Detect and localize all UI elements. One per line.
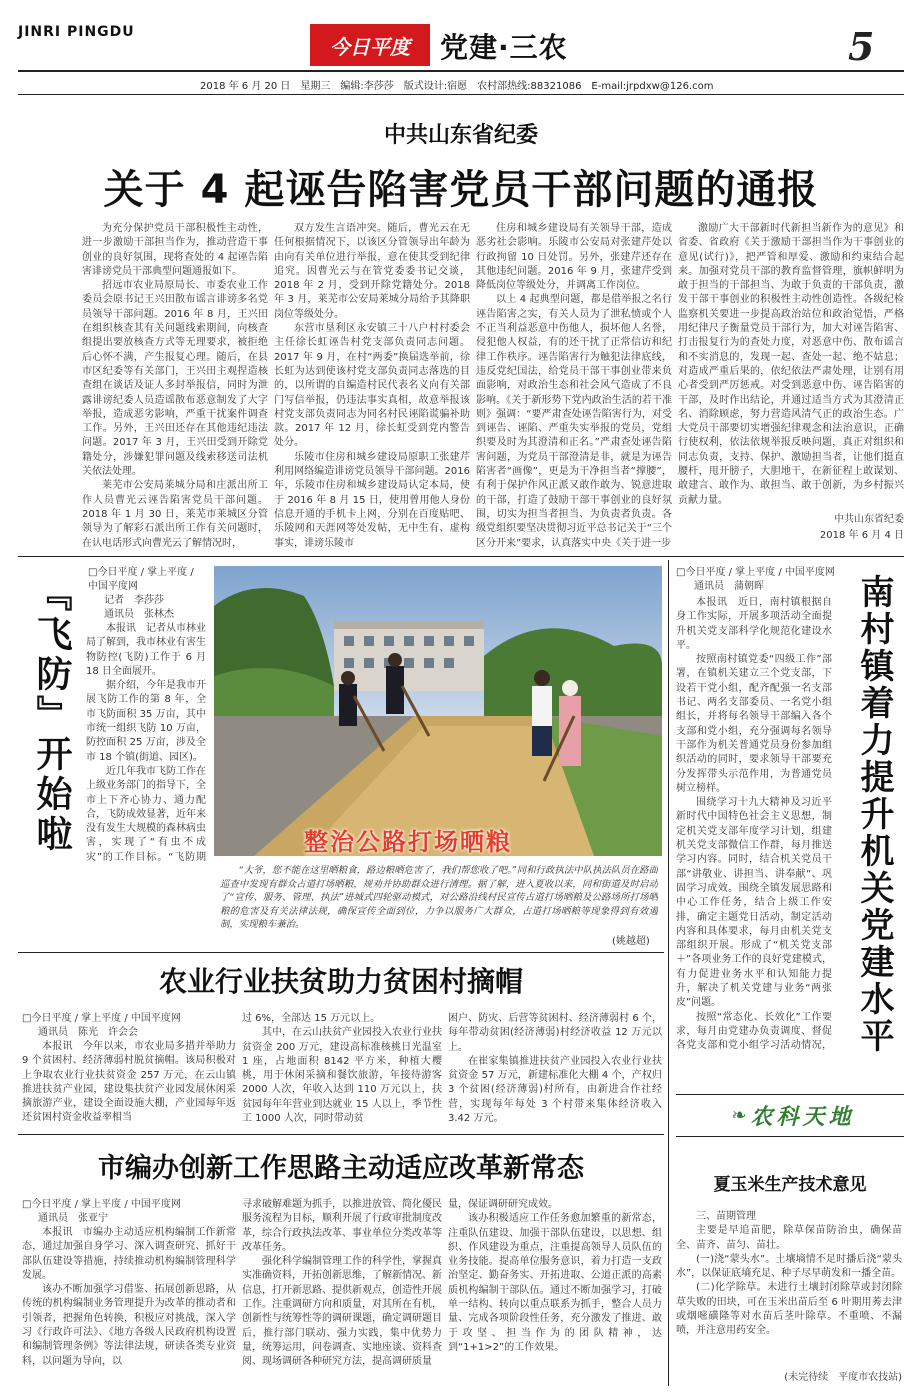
- kexue-body: 三、苗期管理 主要是早追苗肥，除草保苗防治虫，确保苗全、苗齐、苗匀、苗壮。 (一)浇“蒙头水”。土壤墒情不足时播后浇“蒙头水”，以保证底墒充足、种子尽早萌发和一播全苗。 (二)化学除草。未进行土壤封闭除草或封闭除草失败的田块，可在玉米出苗后至 6 叶期用莠去津或烟嘧磺隆等对水苗后茎叶除草。不重喷、不漏喷，并注意用药安全。: [676, 1211, 902, 1337]
- masthead-rule-2: [18, 94, 904, 95]
- lead-column-1: 为充分保护党员干部积极性主动性，进一步激励干部担当作为，推动营造干事创业的良好氛围，现将查处的 4 起诬告陷害诽谤党员干部典型问题通报如下。 招远市农业局原局长、市委农业工作委员会原书记王兴田散布谣言诽谤多名党员领导干部问题。2016 年 8 月，王兴田在组织核查其有关问题线索期间，向核查组提出要放核查方式等无理要求，被拒绝后心怀不满，产生报复心理。随后，在县市区纪委等有关部门，王兴田主观捏造核查组在谈话及证人多封举报信，同时为泄露诽谤纪委人员造谣散布恶意制发了大字举报，造成恶劣影响，严重干扰案件调查工作。另外，王兴田还存在其他违纪违法问题。2017 年 3 月，王兴田受到开除党籍处分，涉嫌犯罪问题及线索移送司法机关依法处理。 莱芜市公安局莱城分局和庄派出所工作人员曹光云诬告陷害党员干部问题。2018 年 1 月 30 日，莱芜市莱城区分管领导为了解彩石派出所工作有关问题时，在认电话形式向曹光云了解情况时，: [82, 223, 268, 548]
- lead-column-2: 双方发生言语冲突。随后，曹光云在无任何根据情况下，以该区分管领导出年龄为由向有关单位进行举报，意在使其受到纪律追究。因曹光云与在管党委委书记交谈，2018 年 2 月，受到开除党籍处分。2018 年 3 月，莱芜市公安局莱城分局给予其降职岗位等级处分。 东营市垦利区永安镇三十八户村村委会主任徐长虹诬告村党支部负责同志问题。2017 年 9 月，在村“两委”换届选举前，徐长虹为达到使该村党支部负责同志落选的目的，以所谓的自编造村民代表名义向有关部门写信举报，仍违法事实真相，故意举报该村党支部负责同志为同名村民诬陷谎骗补助款。2017 年 12 月，徐长虹受到党内警告处分。 乐陵市住房和城乡建设局原职工张建芹利用网络编造诽谤党员领导干部问题。2016 年，乐陵市住房和城乡建设局认定本局，使于 2016 年 8 月 15 日，使用曾用他人身份信息开通的手机卡上网，分别在百度贴吧、乐陵网和天涯网等处发帖，无中生有、虚构事实，诽谤乐陵市: [274, 223, 470, 548]
- masthead-logo: [310, 24, 430, 66]
- column-divider-right: [668, 560, 669, 1095]
- news-photo: [214, 566, 662, 856]
- poverty-reporter: 通讯员 陈光 许会会: [38, 1027, 138, 1038]
- feifang-body: 本报讯 记者从市林业局了解到，我市林业有害生物防控(飞防)工作于 6 月 18 日全面展开。 据介绍，今年是我市开展飞防工作的第 8 年，全市飞防面积 35 万亩，其中市统一组织飞防 10 万亩，防控面积 25 万亩，涉及全市 18 个镇(街道、园区)。 近几年我市飞防工作在上级业务部门的指导下，全市上下齐心协力、通力配合，飞防成效显著，近年来没有发生大规模的森林病虫害，实现了“有虫不成灾”的工作目标。“飞防期: [86, 623, 206, 862]
- section-divider-4: [676, 1094, 904, 1095]
- masthead-info: 2018 年 6 月 20 日 星期三 编辑:李莎莎 版式设计:宿愿 农村部热线:88321086 E-mail:jrpdxw@126.com: [200, 81, 714, 92]
- photo-caption: “大爷，您不能在这里晒粮食，路边粮晒危害了，我们帮您收了吧。”同和行政执法中队执法队员在路面巡查中发现有群众占道打场晒粮，规劝并协助群众进行清理。据了解，进入夏收以来，同和街道及时启动了“宣传、服务、管理、执法”进城式四轮驱动模式，对公路沿线村民宣传占道打场晒粮及公路场所打场晒粮的危害及有关法律法规，确保宣传全面到位，力争以服务广大群众，占道打场晒粮等现象得到有效遏制，实现粮车兼治。: [220, 865, 658, 930]
- lead-column-4: 激励广大干部新时代新担当新作为的意见》和省委、省政府《关于激励干部担当作为干事创业的意见(试行)》，把严管和厚爱、激励和约束结合起来。加强对党员干部的教育监督管理，旗帜鲜明为敢于担当的干部担当、为敢于负责的干部负责，激发干部干事创业的积极性主动性创造性。各级纪检监察机关要进一步提高政治站位和政治觉悟，严格用纪律尺子衡量党员干部行为，加大对诬告陷害、打击报复行为的查处力度，对恶意中伤、散布谣言和不实消息的，发现一起、查处一起、绝不姑息；对造成严重后果的，依纪依法严肃处理，让别有用心者受到严厉惩戒。对受到恶意中伤、诬告陷害的干部，及时作出结论，并通过适当方式为其澄清正名、消除顾虑，努力营造风清气正的政治生态。广大党员干部要切实增强纪律观念和法治意识，正确行使权利，依法依规举报反映问题，真正对组织和同志负责，支持、保护、激励担当者，让他们挺直腰杆，甩开膀子，大胆地干，在新征程上敢谋划、敢建言、敢作为、敢担当、敢于创新，为乡村振兴贡献力量。: [678, 223, 904, 506]
- lead-signature: 中共山东省纪委: [834, 514, 904, 525]
- feifang-reporter-1: 记者 李莎莎: [104, 595, 164, 606]
- lead-kicker: 中共山东省纪委: [383, 122, 538, 148]
- poverty-source: □今日平度 / 掌上平度 / 中国平度网: [22, 1013, 181, 1024]
- lead-date: 2018 年 6 月 4 日: [819, 530, 904, 541]
- feifang-source: □今日平度 / 掌上平度 / 中国平度网: [88, 567, 194, 592]
- kexue-credit: (未完待续 平度市农技站): [784, 1372, 902, 1383]
- nancun-source: □今日平度 / 掌上平度 / 中国平度网: [676, 567, 835, 578]
- masthead-rule: [18, 70, 904, 72]
- nancun-reporter: 通讯员 蒲朝晖: [694, 581, 764, 592]
- poverty-column-2: 过 6%，全部达 15 万元以上。 其中，在云山扶贫产业园投入农业行业扶贫资金 200 万元，建设高标准核桃日光温室 1 座，占地面积 8142 平方米，种植大樱桃，用于休闲采摘和餐饮旅游，年接待游客 2000 人次，年收入达到 110 万元以上，扶贫园每年年营业到达就业 15 人以上，季节性工 1000 人次，同时带动贫: [242, 1013, 442, 1125]
- photo-credit: (姚越超): [612, 936, 650, 947]
- bianban-headline: 市编办创新工作思路主动适应改革新常态: [98, 1153, 584, 1184]
- leaf-icon: ❧: [731, 1104, 747, 1126]
- nancun-title: 南村镇着力提升机关党建水平: [854, 574, 894, 1055]
- poverty-headline: 农业行业扶贫助力贫困村摘帽: [158, 965, 523, 998]
- poverty-column-1: 本报讯 今年以来，市农业局多措并举助力 9 个贫困村、经济薄弱村脱贫摘帽。该局积极对上争取农业行业扶贫资金 257 万元，在云山镇推进扶贫产业园，建设集扶贫产业园发展休闲采摘旅游产业，建设全面设施大棚，产业园每年返还贫困村资金收益率相当: [22, 1041, 236, 1124]
- kexue-banner: [718, 1100, 868, 1130]
- column-divider-bottom: [668, 1094, 669, 1386]
- bianban-reporter: 通讯员 张亚宁: [38, 1213, 108, 1224]
- photo-caption-title: 整治公路打场晒粮: [304, 828, 512, 856]
- section-divider-2: [18, 952, 664, 953]
- kexue-rule: [676, 1136, 904, 1137]
- logo-text: 今日平度: [330, 34, 410, 59]
- section-title: 党建·三农: [440, 31, 568, 64]
- section-divider-1: [18, 556, 904, 557]
- bianban-source: □今日平度 / 掌上平度 / 中国平度网: [22, 1199, 181, 1210]
- kexue-headline: 夏玉米生产技术意见: [713, 1175, 867, 1195]
- section-divider-3: [18, 1134, 664, 1135]
- kexue-banner-text: 农科天地: [750, 1103, 855, 1130]
- bianban-column-1: 本报讯 市编办主动适应机构编制工作新常态，通过加强自身学习、深入调查研究、抓好干部队伍建设等措施，持续推动机构编制管理科学发展。 该办不断加强学习借鉴、拓展创新思路，从传统的机构编制业务管理提升为改革的推动者和引领者，把握角色转换，积极应对挑战，深入学习《行政许可法》、《地方各级人民政府机构设置和编制管理条例》等法律法规，研读各类专业资料，以问题为导向，以: [22, 1227, 236, 1367]
- lead-headline: 关于 4 起诬告陷害党员干部问题的通报: [103, 167, 819, 213]
- feifang-title: 『飞防』开始啦: [31, 575, 72, 855]
- masthead-brand: JINRI PINGDU: [18, 24, 135, 40]
- poverty-column-3: 困户、防灾、后营等贫困村、经济薄弱村 6 个，每年带动贫困(经济薄弱)村经济收益 12 万元以上。 在崔家集镇推进扶贫产业园投入农业行业扶贫资金 57 万元，新建标准化大棚 4 个，产权归 3 个贫困(经济薄弱)村所有，由新进合作社经营，实现每年每处 3 个村带来集体经济收入 3.42 万元。: [448, 1013, 662, 1125]
- bianban-column-2: 寻求破解难题为抓手，以推进放管、简化優民服务流程为目标，顺利开展了行政审批制度改革，综合行政执法改革、事业单位分类改革等改革任务。 强化科学编制管理工作的科学性，掌握真实准确资料，开拓创新思维，了解新情况、新信息，打开新思路、提供新观点，创造性开展工作。注重调研方向和质量，对其所在有机，创新性与统筹性等的调研课题，确定调研题目后，推行部门联动、强力实践，集中优势力量，统筹运用，问卷调查、实地座谈、资料查阅、现场调研各种研究方法，提高调研质量: [242, 1199, 442, 1368]
- feifang-body-continued: [22, 862, 206, 952]
- bianban-column-3: 量，保证调研研究成效。 该办积极适应工作任务愈加繁重的新常态，注重队伍建设、加强干部队伍建设，以思想、组织、作风建设为重点，注重提高领导人员队伍的业务技能。提高单位服务意识，着力打造一支政治坚定、勤奋务实、开拓进取、公道正派的高素质机构编制干部队伍。通过不断加强学习，打破单一结构、转向以重点联系为抓手，整合人员力量、完成各项阶段性任务，充分激发了推进、敢于攻坚、担当作为的团队精神，达到“1+1>2”的工作效果。: [448, 1199, 662, 1353]
- nancun-body: 本报讯 近日，南村镇根据自身工作实际，开展多项活动全面提升机关党支部科学化规范化建设水平。 按照南村镇党委“四级工作”部署，在镇机关建立三个党支部，下设若干党小组，配齐配强一名支部书记、两名支部委员、一名党小组组长，并将每名领导干部编入各个支部和党小组，充分强调每名领导干部作为机关普通党员身份参加组织活动的同时，要求领导干部要充分发挥带头示范作用，为普通党员树立榜样。 围绕学习十九大精神及习近平新时代中国特色社会主义思想，制定机关党支部年度学习计划，组建机关党支部微信工作群，每月推送学习内容。同时，结合机关党员干部“讲敬业、讲担当、讲奉献”、巩固学习成效。围绕全镇发展思路和中心工作任务，结合上级工作安排，确定主题党日活动，制定活动内容和具体要求，每月由机关党支部组织开展。形成了“机关党支部＋”各项业务工作的良好党建模式，有力促进业务水平和认知能力提升，解决了机关党建与业务“两张皮”问题。 按照“常态化、长效化”工作要求，每月由党建办负责调度、督促各党支部和党小组学习活动情况，: [676, 597, 832, 1052]
- lead-column-3: 住房和城乡建设局有关领导干部，造成恶劣社会影响。乐陵市公安局对张建芹处以行政拘留 10 日处罚。另外，张建芹还存在其他违纪问题。2016 年 9 月，张建芹受到降低岗位等级处分，并调离工作岗位。 以上 4 起典型问题，都是借举报之名行诬告陷害之实，有关人员为了泄私愤或个人不正当利益恶意中伤他人，损坏他人名誉，侵犯他人权益，有的还干扰了正常信访和纪律工作秩序。诬告陷害行为触犯法律底线，违反党纪国法，给党员干部干事创业带来负面影响，对政治生态和社会风气造成了不良影响。《关于新形势下党内政治生活的若干准则》强调：“要严肃查处诬告陷害行为，对受到诬告、诬陷、严重失实举报的党员，党组织要及时为其澄清和正名。”严肃查处诬告陷害问题，为党员干部澄清是非，就是为诬告陷害者“画像”，更是为干净担当者“撑腰”，有利于保护作风正派又敢作敢为、锐意进取的干部，打造了鼓励干部干事创业的良好氛围，切实为担当者担当、为负责者负责。各级党组织要坚决贯彻习近平总书记关于“三个区分开来”要求，认真落实中央《关于进一步: [476, 223, 672, 548]
- feifang-reporter-2: 通讯员 张林杰: [104, 609, 174, 620]
- road-grain-drying-photo: [214, 566, 662, 856]
- page-number: 5: [848, 24, 875, 69]
